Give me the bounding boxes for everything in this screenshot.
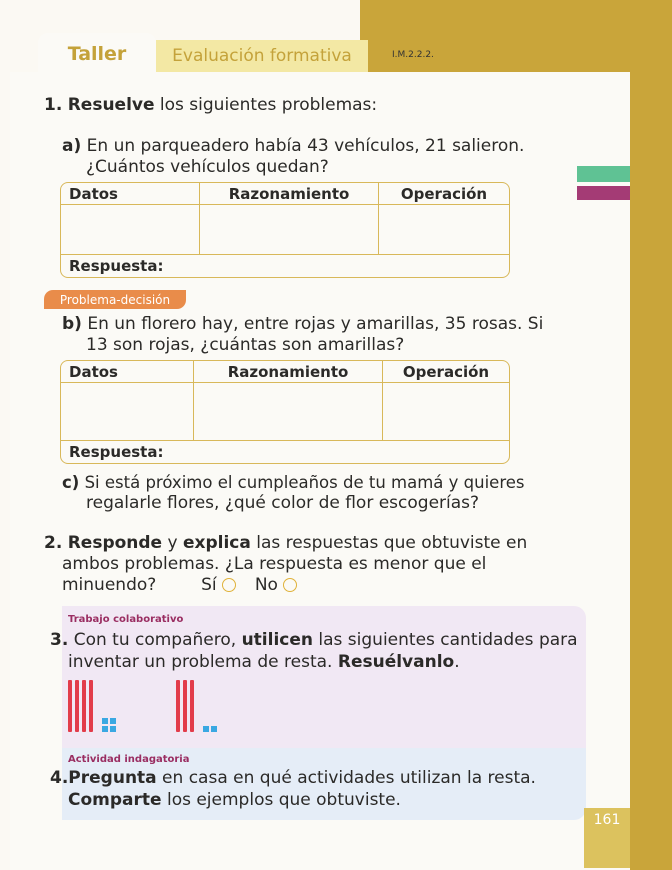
option-no-circle[interactable] <box>283 578 297 592</box>
table-a <box>60 182 510 278</box>
ten-rod <box>176 680 180 732</box>
table-b-header-operacion: Operación <box>383 361 509 383</box>
curriculum-code: I.M.2.2.2. <box>392 50 434 60</box>
unit-cube <box>110 726 116 732</box>
q2-line3: minuendo? Sí No <box>62 575 297 596</box>
ten-rod <box>68 680 72 732</box>
qc-line1: c) Si está próximo el cumpleaños de tu mamá y quieres <box>62 473 525 492</box>
option-si-label: Sí <box>201 575 217 595</box>
qb-line2: 13 son rojas, ¿cuántas son amarillas? <box>86 335 405 355</box>
trabajo-colaborativo-box <box>62 606 586 752</box>
qa-line1: a) En un parqueadero había 43 vehículos, 21 salieron. <box>62 136 525 156</box>
table-a-cell-operacion[interactable] <box>379 205 509 255</box>
qc-line2: regalarle flores, ¿qué color de flor escogerías? <box>86 493 480 513</box>
ten-rod <box>82 680 86 732</box>
q2-line2: ambos problemas. ¿La respuesta es menor que el <box>62 554 487 574</box>
table-b-header-razonamiento: Razonamiento <box>194 361 383 383</box>
table-b-cell-razonamiento[interactable] <box>194 383 383 441</box>
table-a-header-datos: Datos <box>61 183 200 205</box>
ten-rod <box>89 680 93 732</box>
unit-cube <box>203 726 209 732</box>
q3-line1: 3. Con tu compañero, utilicen las siguientes cantidades para <box>50 630 578 650</box>
table-b-cell-datos[interactable] <box>61 383 194 441</box>
table-a-respuesta[interactable]: Respuesta: <box>69 257 164 275</box>
q4-line2: Comparte los ejemplos que obtuviste. <box>68 790 401 810</box>
ten-rod <box>75 680 79 732</box>
color-marker-green <box>577 166 630 182</box>
q4-line1: 4.Pregunta en casa en qué actividades utilizan la resta. <box>50 768 536 788</box>
unit-cube <box>110 718 116 724</box>
table-b <box>60 360 510 464</box>
unit-cube <box>211 726 217 732</box>
option-si-circle[interactable] <box>222 578 236 592</box>
table-a-cell-datos[interactable] <box>61 205 200 255</box>
q1-text: 1. Resuelve los siguientes problemas: <box>44 95 378 115</box>
tab-taller: Taller <box>38 33 156 75</box>
ten-rod <box>183 680 187 732</box>
table-a-header-operacion: Operación <box>379 183 509 205</box>
page-number: 161 <box>584 808 630 868</box>
qa-line2: ¿Cuántos vehículos quedan? <box>86 157 329 177</box>
table-b-respuesta[interactable]: Respuesta: <box>69 443 164 461</box>
q3-line2: inventar un problema de resta. Resuélvanlo. <box>68 652 460 672</box>
table-b-header-datos: Datos <box>61 361 194 383</box>
right-border <box>630 0 672 870</box>
table-a-cell-razonamiento[interactable] <box>200 205 379 255</box>
ten-rod <box>190 680 194 732</box>
trabajo-colaborativo-label: Trabajo colaborativo <box>68 614 184 625</box>
unit-cube <box>102 718 108 724</box>
option-no-label: No <box>254 575 278 595</box>
q2-line1: 2. Responde y explica las respuestas que obtuviste en <box>44 533 528 553</box>
tab-evaluacion: Evaluación formativa <box>156 40 368 72</box>
problema-decision-badge: Problema-decisión <box>44 290 186 309</box>
table-a-header-razonamiento: Razonamiento <box>200 183 379 205</box>
actividad-indagatoria-label: Actividad indagatoria <box>68 754 190 765</box>
qb-line1: b) En un florero hay, entre rojas y amarillas, 35 rosas. Si <box>62 314 544 334</box>
color-marker-magenta <box>577 186 630 200</box>
unit-cube <box>102 726 108 732</box>
table-b-cell-operacion[interactable] <box>383 383 509 441</box>
